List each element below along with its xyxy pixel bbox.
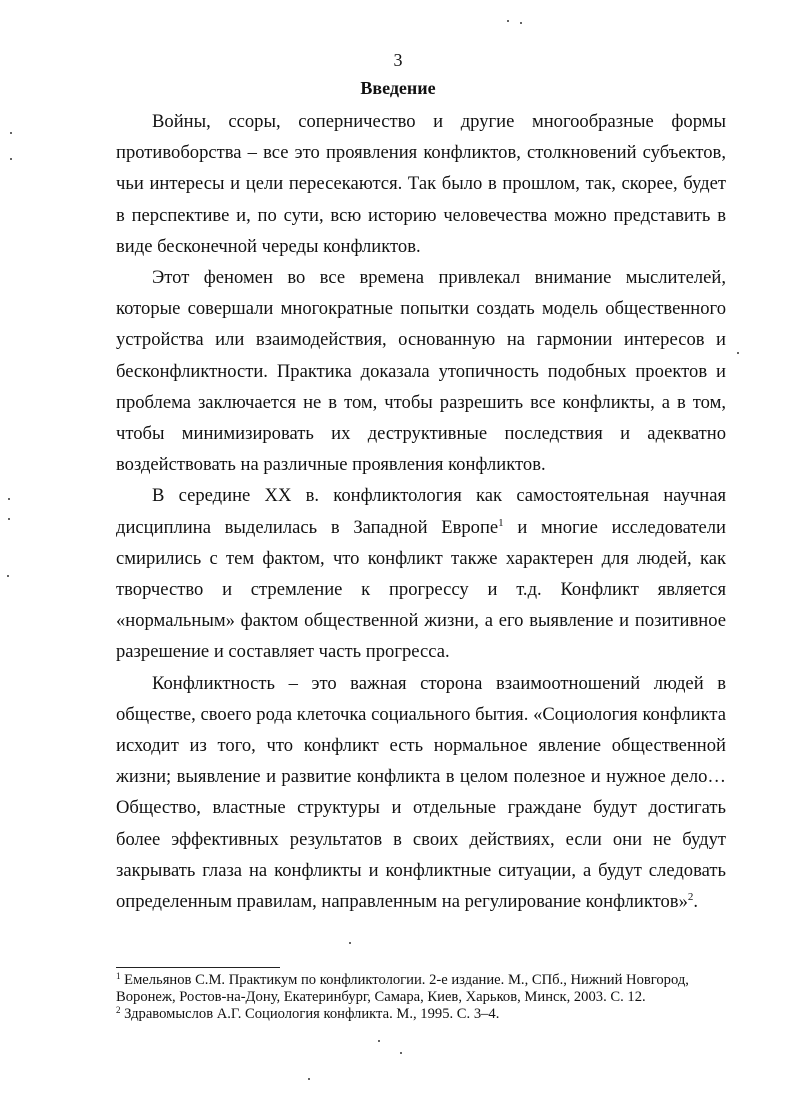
scan-speck [7, 575, 9, 577]
paragraph-3-text-end: и многие исследователи смирились с тем фактом, что конфликт также характерен для людей, как творчество и стремление к прогрессу и т.д. Конфликт является «нормальным» фактом общественной жизни, а его выявление и позитивное разрешение и составляет часть прогресса. [116, 516, 727, 663]
paragraph-1: Войны, ссоры, соперничество и другие многообразные формы противоборства – все это проявления конфликтов, столкновений субъектов, чьи интересы и цели пересекаются. Так было в прошлом, так, скорее, будет в перспективе и, по сути, всю историю человечества можно представить в виде бесконечной череды конфликтов. [116, 111, 726, 257]
footnote-divider [116, 967, 280, 968]
scan-speck [10, 158, 12, 160]
footnote-1 [116, 972, 726, 1006]
footnote-2-mark: 2 [116, 1005, 121, 1015]
scan-speck [378, 1040, 380, 1042]
footnote-reference-1: 1 [498, 516, 504, 529]
footnote-reference-2: 2 [687, 891, 694, 904]
footnote-1-mark: 1 [116, 971, 121, 981]
footnote-1-text: Емельянов С.М. Практикум по конфликтологии. 2-е издание. М., СПб., Нижний Новгород, Воронеж, Ростов-на-Дону, Екатеринбург, Самара, Киев, Харьков, Минск, 2003. С. 12. [116, 972, 689, 1005]
paragraph-4-text-end: . [693, 891, 699, 913]
scan-speck [308, 1078, 310, 1080]
paragraph-4-text-start: Конфликтность – это важная сторона взаимоотношений людей в обществе, своего рода клеточка социального бытия. «Социология конфликта исходит из того, что конфликт есть нормальное явление общественной жизни; выявление и развитие конфликта в целом полезное и нужное дело… Общество, властные структуры и отдельные граждане будут достигать более эффективных результатов в своих действиях, если они не будут закрывать глаза на конфликты и конфликтные ситуации, а будут следовать определенным правилам, направленным на регулирование конфликтов» [116, 672, 726, 913]
section-heading: Введение [360, 78, 436, 98]
scan-speck [737, 352, 739, 354]
scan-speck [8, 518, 10, 520]
scan-speck [10, 132, 12, 134]
paragraph-3-text-start: В середине XX в. конфликтология как самостоятельная научная дисциплина выделилась в Западной Европе [116, 485, 726, 538]
scan-speck [400, 1052, 402, 1054]
scan-speck [349, 942, 351, 944]
footnotes [116, 972, 726, 1023]
paragraph-4 [116, 668, 726, 918]
scan-speck [520, 22, 522, 24]
page-number: 3 [393, 50, 403, 70]
paragraph-3 [116, 480, 726, 667]
footnote-2 [116, 1006, 726, 1023]
footnote-2-text: Здравомыслов А.Г. Социология конфликта. М., 1995. С. 3–4. [120, 1006, 500, 1022]
paragraph-2: Этот феномен во все времена привлекал внимание мыслителей, которые совершали многократные попытки создать модель общественного устройства или взаимодействия, основанную на гармонии интересов и бесконфликтности. Практика доказала утопичность подобных проектов и проблема заключается не в том, чтобы разрешить все конфликты, а в том, чтобы минимизировать их деструктивные последствия и адекватно воздействовать на различные проявления конфликтов. [116, 267, 726, 476]
scan-speck [507, 20, 509, 22]
scan-speck [8, 498, 10, 500]
body-text [116, 106, 726, 917]
